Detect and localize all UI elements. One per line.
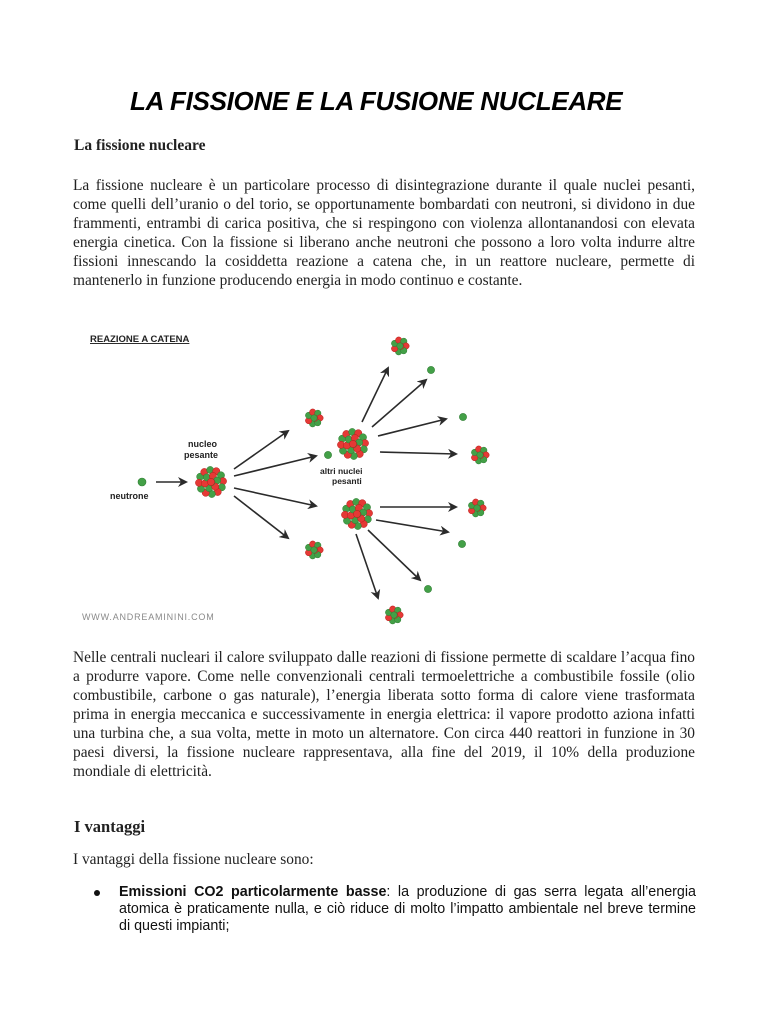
fragment-top-left	[305, 409, 323, 427]
neutron-3	[324, 451, 331, 458]
bullet-icon	[94, 890, 100, 896]
neutron-incoming	[138, 478, 146, 486]
list-item-text: : la produzione di gas serra legata all’energia atomica è praticamente nulla, e ciò riduce di molto l’impatto ambientale nel breve termine di questi impianti;	[119, 884, 696, 934]
fragment-right-lower	[468, 499, 486, 517]
paragraph-centrali-nucleari: Nelle centrali nucleari il calore sviluppato dalle reazioni di fissione permette di scaldare l’acqua fino a produrre vapore. Come nelle convenzionali centrali termoelettriche a combustibile fossile (olio combustibile, carbone o gas naturale), l’energia liberata sotto forma di calore viene trasformata prima in energia meccanica e successivamente in energia elettrica: il vapore prodotto aziona infatti una turbina che, a sua volta, mette in moto un alternatore. Con circa 440 reattori in funzione in 30 paesi diversi, la fissione nucleare rappresentava, alla fine del 2019, il 10% della produzione mondiale di elettricità.	[73, 649, 695, 780]
neutron-1	[427, 366, 434, 373]
paragraph-fissione-intro: La fissione nucleare è un particolare processo di disintegrazione durante il quale nuclei pesanti, come quelli dell’uranio o del torio, se opportunamente bombardati con neutroni, si dividono in due frammenti, entrambi di carica positiva, che si respingono con violenza allontanandosi con elevata energia cinetica. Con la fissione si liberano anche neutroni che possono a loro volta indurre altre fissioni innescando la cosiddetta reazione a catena che, in un reattore nucleare, permette di mantenerlo in funzione producendo energia in modo continuo e costante.	[73, 177, 695, 289]
chain-reaction-diagram	[76, 324, 516, 634]
neutron-2	[459, 413, 466, 420]
label-neutrone: neutrone	[110, 491, 149, 501]
heavy-nucleus	[195, 466, 226, 497]
label-pesante: pesante	[184, 450, 219, 460]
figure-title: REAZIONE A CATENA	[90, 334, 190, 345]
vantaggi-intro: I vantaggi della fissione nucleare sono:	[73, 851, 314, 868]
fragment-bottom-left	[305, 541, 323, 559]
fragment-top	[391, 337, 409, 355]
fragment-right-upper	[471, 446, 489, 464]
label-altri-nuclei: altri nuclei	[320, 466, 363, 476]
section-heading-fissione: La fissione nucleare	[74, 137, 206, 154]
figure-watermark: WWW.ANDREAMININI.COM	[82, 612, 215, 622]
section-heading-vantaggi: I vantaggi	[74, 817, 146, 836]
list-item	[90, 884, 696, 935]
figure-chain-reaction	[76, 324, 516, 634]
label-pesanti: pesanti	[332, 476, 362, 486]
heavy-nucleus-lower	[341, 498, 372, 529]
vantaggi-list	[90, 884, 696, 935]
heavy-nucleus-upper	[337, 428, 368, 459]
label-nucleo: nucleo	[188, 439, 218, 449]
page-title: LA FISSIONE E LA FUSIONE NUCLEARE	[130, 86, 623, 116]
list-item-bold: Emissioni CO2 particolarmente basse	[119, 884, 387, 900]
fragment-bottom	[385, 606, 403, 624]
neutron-5	[424, 585, 431, 592]
neutron-4	[458, 540, 465, 547]
